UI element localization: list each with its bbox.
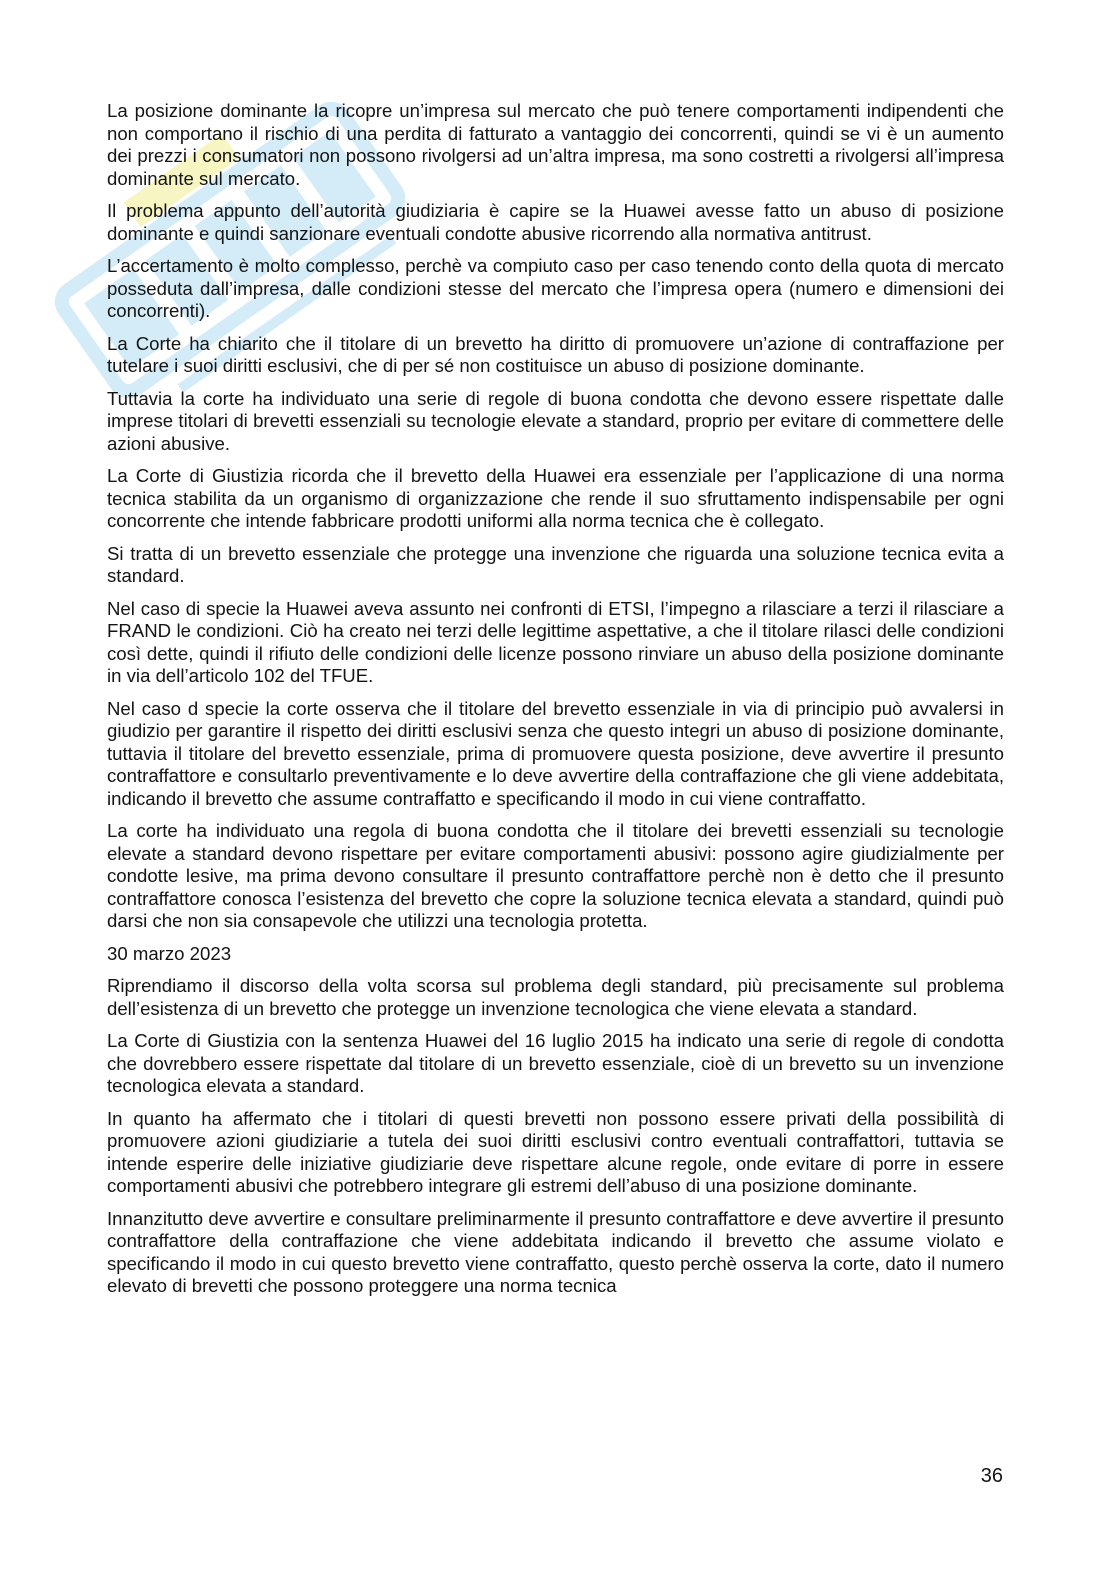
paragraph-2: Il problema appunto dell’autorità giudiziaria è capire se la Huawei avesse fatto un abuso di posizione dominante e quindi sanzionare eventuali condotte abusive ricorrendo alla normativa antitrust. <box>107 200 1004 244</box>
paragraph-4: La Corte ha chiarito che il titolare di un brevetto ha diritto di promuovere un’azione di contraffazione per tutelare i suoi diritti esclusivi, che di per sé non costituisce un abuso di posizione dominante. <box>107 332 1004 376</box>
paragraph-1: La posizione dominante la ricopre un’impresa sul mercato che può tenere comportamenti indipendenti che non comportano il rischio di una perdita di fatturato a vantaggio dei concorrenti, quindi se vi è un aumento dei prezzi i consumatori non possono rivolgersi ad un’altra impresa, ma sono costretti a rivolgersi all’impresa dominante sul mercato. <box>107 100 1004 189</box>
paragraph-11: Riprendiamo il discorso della volta scorsa sul problema degli standard, più precisamente sul problema dell’esistenza di un brevetto che protegge un invenzione tecnologica che viene elevata a standard. <box>107 975 1004 1019</box>
paragraph-12: La Corte di Giustizia con la sentenza Huawei del 16 luglio 2015 ha indicato una serie di regole di condotta che dovrebbero essere rispettate dal titolare di un brevetto essenziale, cioè di un brevetto su un invenzione tecnologica elevata a standard. <box>107 1030 1004 1096</box>
paragraph-9: Nel caso d specie la corte osserva che il titolare del brevetto essenziale in via di principio può avvalersi in giudizio per garantire il rispetto dei diritti esclusivi senza che questo integri un abuso di posizione dominante, tuttavia il titolare del brevetto essenziale, prima di promuovere questa posizione, deve avvertire il presunto contraffattore e consultarlo preventivamente e lo deve avvertire della contraffazione che gli viene addebitata, indicando il brevetto che assume contraffatto e specificando il modo in cui viene contraffatto. <box>107 697 1004 809</box>
paragraph-10: La corte ha individuato una regola di buona condotta che il titolare dei brevetti essenziali su tecnologie elevate a standard devono rispettare per evitare comportamenti abusivi: possono agire giudizialmente per condotte lesive, ma prima devono consultare il presunto contraffattore perchè non è detto che il presunto contraffattore conosca l’esistenza del brevetto che copre la soluzione tecnica elevata a standard, quindi può darsi che non sia consapevole che utilizzi una tecnologia protetta. <box>107 820 1004 931</box>
paragraph-5: Tuttavia la corte ha individuato una serie di regole di buona condotta che devono essere rispettate dalle imprese titolari di brevetti essenziali su tecnologie elevate a standard, proprio per evitare di commettere delle azioni abusive. <box>107 387 1004 454</box>
paragraph-3: L’accertamento è molto complesso, perchè va compiuto caso per caso tenendo conto della quota di mercato posseduta dall’impresa, dalle condizioni stesse del mercato che l’impresa opera (numero e dimensioni dei concorrenti). <box>107 255 1004 321</box>
paragraph-8: Nel caso di specie la Huawei aveva assunto nei confronti di ETSI, l’impegno a rilasciare a terzi il rilasciare a FRAND le condizioni. Ciò ha creato nei terzi delle legittime aspettative, a che il titolare rilasci delle condizioni così dette, quindi il rifiuto delle condizioni delle licenze possono rinviare un abuso della posizione dominante in via dell’articolo 102 del TFUE. <box>107 597 1004 686</box>
paragraph-6: La Corte di Giustizia ricorda che il brevetto della Huawei era essenziale per l’applicazione di una norma tecnica stabilita da un organismo di organizzazione che rende il suo sfruttamento indispensabile per ogni concorrente che intende fabbricare prodotti uniformi alla norma tecnica che è collegato. <box>107 465 1004 531</box>
paragraph-14: Innanzitutto deve avvertire e consultare preliminarmente il presunto contraffattore e deve avvertire il presunto contraffattore della contraffazione che viene addebitata indicando il brevetto che assume violato e specificando il modo in cui questo brevetto viene contraffatto, questo perchè osserva la corte, dato il numero elevato di brevetti che possono proteggere una norma tecnica <box>107 1207 1004 1296</box>
lecture-date: 30 marzo 2023 <box>107 942 232 964</box>
paragraph-13: In quanto ha affermato che i titolari di questi brevetti non possono essere privati della possibilità di promuovere azioni giudiziarie a tutela dei suoi diritti esclusivi contro eventuali contraffattori, tuttavia se intende esperire delle iniziative giudiziarie deve rispettare alcune regole, onde evitare di porre in essere comportamenti abusivi che potrebbero integrare gli estremi dell’abuso di una posizione dominante. <box>107 1107 1004 1196</box>
document-page <box>107 100 1004 1308</box>
page-number: 36 <box>980 1465 1003 1487</box>
paragraph-7: Si tratta di un brevetto essenziale che protegge una invenzione che riguarda una soluzione tecnica evita a standard. <box>107 542 1004 586</box>
